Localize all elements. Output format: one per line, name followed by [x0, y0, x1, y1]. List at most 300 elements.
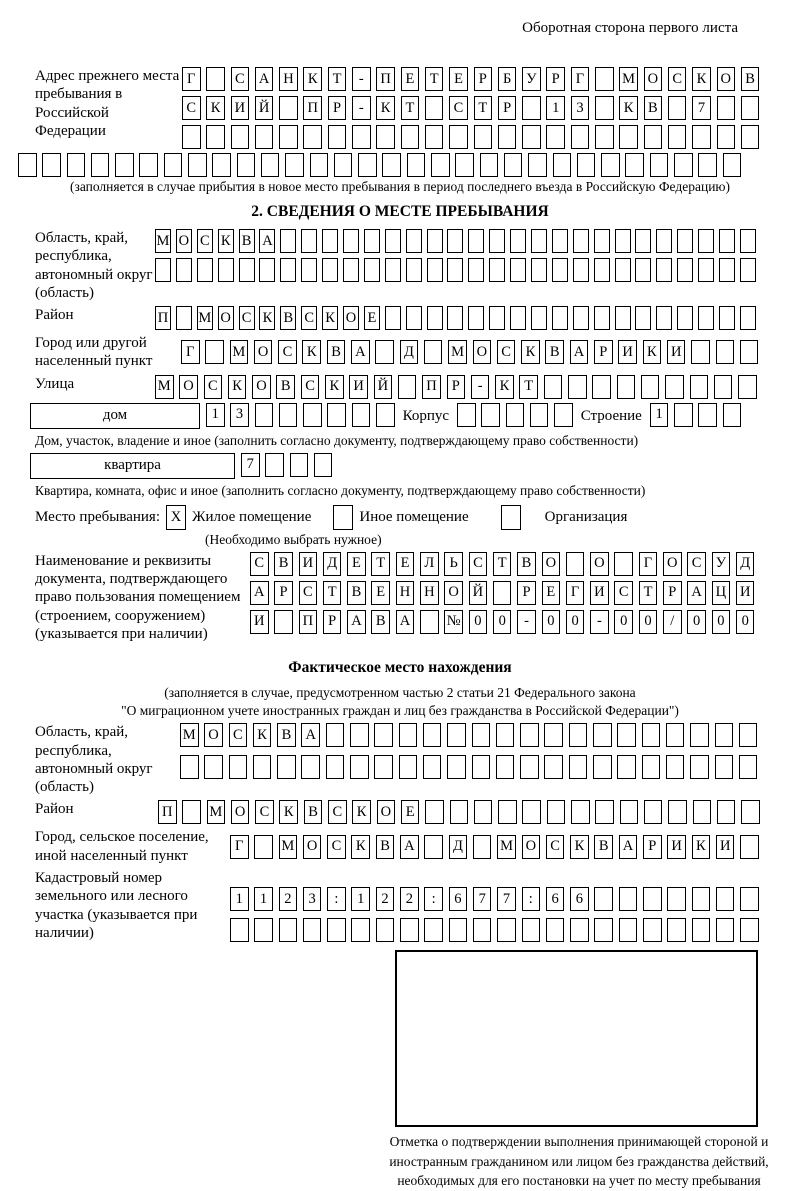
char-cell[interactable]	[723, 153, 742, 177]
char-cell[interactable]	[352, 403, 371, 427]
char-cell[interactable]	[546, 918, 565, 942]
char-cell[interactable]: №	[444, 610, 463, 634]
char-cell[interactable]	[164, 153, 183, 177]
char-cell[interactable]: И	[349, 375, 368, 399]
char-cell[interactable]: 1	[546, 96, 565, 120]
char-cell[interactable]	[255, 403, 274, 427]
char-cell[interactable]	[544, 723, 563, 747]
char-cell[interactable]	[420, 610, 439, 634]
char-cell[interactable]	[592, 375, 611, 399]
char-cell[interactable]	[385, 258, 401, 282]
char-cell[interactable]	[715, 723, 734, 747]
char-cell[interactable]	[692, 887, 711, 911]
char-cell[interactable]	[614, 552, 633, 576]
char-cell[interactable]: Е	[401, 67, 420, 91]
char-cell[interactable]	[643, 918, 662, 942]
char-cell[interactable]	[522, 800, 541, 824]
char-cell[interactable]: Г	[639, 552, 658, 576]
char-cell[interactable]: К	[206, 96, 225, 120]
char-cell[interactable]	[740, 306, 756, 330]
char-cell[interactable]	[717, 96, 736, 120]
char-cell[interactable]: С	[546, 835, 565, 859]
char-cell[interactable]: -	[471, 375, 490, 399]
char-cell[interactable]: К	[253, 723, 272, 747]
char-cell[interactable]	[290, 453, 309, 477]
char-cell[interactable]: :	[327, 887, 346, 911]
char-cell[interactable]: -	[352, 96, 371, 120]
char-cell[interactable]	[625, 153, 644, 177]
char-cell[interactable]	[351, 918, 370, 942]
char-cell[interactable]: 0	[614, 610, 633, 634]
char-cell[interactable]	[568, 375, 587, 399]
char-cell[interactable]: С	[229, 723, 248, 747]
char-cell[interactable]	[642, 723, 661, 747]
char-cell[interactable]	[715, 755, 734, 779]
char-cell[interactable]	[723, 403, 742, 427]
char-cell[interactable]: 7	[692, 96, 711, 120]
char-cell[interactable]	[692, 918, 711, 942]
char-cell[interactable]: С	[250, 552, 269, 576]
char-cell[interactable]: Й	[469, 581, 488, 605]
char-cell[interactable]	[620, 800, 639, 824]
char-cell[interactable]: 1	[206, 403, 225, 427]
char-cell[interactable]	[498, 800, 517, 824]
char-cell[interactable]	[468, 229, 484, 253]
char-cell[interactable]	[425, 800, 444, 824]
char-cell[interactable]	[677, 229, 693, 253]
char-cell[interactable]: 0	[469, 610, 488, 634]
char-cell[interactable]	[489, 229, 505, 253]
char-cell[interactable]: В	[644, 96, 663, 120]
char-cell[interactable]: Д	[400, 340, 419, 364]
char-cell[interactable]	[698, 258, 714, 282]
char-cell[interactable]: Д	[449, 835, 468, 859]
char-cell[interactable]: Р	[328, 96, 347, 120]
char-cell[interactable]	[674, 153, 693, 177]
char-cell[interactable]	[327, 403, 346, 427]
char-cell[interactable]: С	[301, 306, 317, 330]
char-cell[interactable]: Т	[639, 581, 658, 605]
char-cell[interactable]: К	[279, 800, 298, 824]
char-cell[interactable]: М	[448, 340, 467, 364]
char-cell[interactable]: К	[376, 96, 395, 120]
char-cell[interactable]: С	[449, 96, 468, 120]
char-cell[interactable]: Т	[371, 552, 390, 576]
char-cell[interactable]	[447, 229, 463, 253]
char-cell[interactable]: К	[619, 96, 638, 120]
char-cell[interactable]	[424, 340, 443, 364]
char-cell[interactable]	[303, 918, 322, 942]
char-cell[interactable]	[399, 723, 418, 747]
char-cell[interactable]: Ь	[444, 552, 463, 576]
char-cell[interactable]: К	[302, 340, 321, 364]
char-cell[interactable]: 6	[546, 887, 565, 911]
char-cell[interactable]: Н	[420, 581, 439, 605]
char-cell[interactable]: 3	[230, 403, 249, 427]
char-cell[interactable]	[566, 552, 585, 576]
char-cell[interactable]: О	[590, 552, 609, 576]
char-cell[interactable]: К	[325, 375, 344, 399]
char-cell[interactable]: У	[522, 67, 541, 91]
char-cell[interactable]: А	[400, 835, 419, 859]
char-cell[interactable]	[714, 375, 733, 399]
char-cell[interactable]	[594, 918, 613, 942]
char-cell[interactable]	[716, 887, 735, 911]
char-cell[interactable]: К	[218, 229, 234, 253]
char-cell[interactable]	[496, 723, 515, 747]
char-cell[interactable]	[531, 229, 547, 253]
char-cell[interactable]	[677, 306, 693, 330]
char-cell[interactable]: 3	[303, 887, 322, 911]
char-cell[interactable]	[139, 153, 158, 177]
char-cell[interactable]	[667, 887, 686, 911]
char-cell[interactable]	[474, 800, 493, 824]
char-cell[interactable]: Р	[643, 835, 662, 859]
char-cell[interactable]	[364, 258, 380, 282]
char-cell[interactable]	[552, 229, 568, 253]
char-cell[interactable]	[427, 306, 443, 330]
char-cell[interactable]: С	[255, 800, 274, 824]
char-cell[interactable]	[740, 918, 759, 942]
char-cell[interactable]: М	[497, 835, 516, 859]
char-cell[interactable]	[474, 125, 493, 149]
char-cell[interactable]	[635, 258, 651, 282]
char-cell[interactable]	[358, 153, 377, 177]
char-cell[interactable]	[510, 229, 526, 253]
char-cell[interactable]: О	[176, 229, 192, 253]
char-cell[interactable]	[364, 229, 380, 253]
char-cell[interactable]	[656, 306, 672, 330]
char-cell[interactable]: О	[252, 375, 271, 399]
char-cell[interactable]	[741, 96, 760, 120]
char-cell[interactable]	[594, 258, 610, 282]
char-cell[interactable]: -	[517, 610, 536, 634]
char-cell[interactable]	[690, 723, 709, 747]
char-cell[interactable]	[739, 723, 758, 747]
char-cell[interactable]: Р	[447, 375, 466, 399]
char-cell[interactable]	[619, 918, 638, 942]
char-cell[interactable]	[314, 453, 333, 477]
char-cell[interactable]	[303, 125, 322, 149]
char-cell[interactable]	[593, 755, 612, 779]
char-cell[interactable]: В	[239, 229, 255, 253]
char-cell[interactable]: Р	[323, 610, 342, 634]
char-cell[interactable]	[571, 125, 590, 149]
char-cell[interactable]	[254, 835, 273, 859]
char-cell[interactable]: О	[231, 800, 250, 824]
char-cell[interactable]: Г	[566, 581, 585, 605]
char-cell[interactable]	[277, 755, 296, 779]
char-cell[interactable]	[698, 153, 717, 177]
char-cell[interactable]	[552, 258, 568, 282]
char-cell[interactable]	[115, 153, 134, 177]
char-cell[interactable]	[261, 153, 280, 177]
char-cell[interactable]	[691, 340, 710, 364]
stay-type-checkbox-other-premise[interactable]	[333, 505, 353, 530]
char-cell[interactable]	[522, 125, 541, 149]
char-cell[interactable]	[254, 918, 273, 942]
char-cell[interactable]: С	[204, 375, 223, 399]
char-cell[interactable]	[617, 375, 636, 399]
char-cell[interactable]	[601, 153, 620, 177]
char-cell[interactable]: Б	[498, 67, 517, 91]
char-cell[interactable]: С	[687, 552, 706, 576]
char-cell[interactable]	[237, 153, 256, 177]
char-cell[interactable]	[231, 125, 250, 149]
char-cell[interactable]	[690, 755, 709, 779]
char-cell[interactable]	[301, 229, 317, 253]
char-cell[interactable]	[739, 755, 758, 779]
char-cell[interactable]: Е	[347, 552, 366, 576]
char-cell[interactable]: Е	[371, 581, 390, 605]
char-cell[interactable]	[182, 125, 201, 149]
char-cell[interactable]	[399, 755, 418, 779]
char-cell[interactable]: К	[303, 67, 322, 91]
char-cell[interactable]: 6	[570, 887, 589, 911]
char-cell[interactable]	[385, 229, 401, 253]
char-cell[interactable]: Й	[255, 96, 274, 120]
char-cell[interactable]: Л	[420, 552, 439, 576]
char-cell[interactable]	[497, 918, 516, 942]
char-cell[interactable]: Р	[474, 67, 493, 91]
char-cell[interactable]: 2	[376, 887, 395, 911]
char-cell[interactable]	[310, 153, 329, 177]
char-cell[interactable]: О	[377, 800, 396, 824]
char-cell[interactable]: Т	[425, 67, 444, 91]
char-cell[interactable]: 2	[279, 887, 298, 911]
char-cell[interactable]	[719, 258, 735, 282]
char-cell[interactable]	[617, 755, 636, 779]
char-cell[interactable]: О	[717, 67, 736, 91]
char-cell[interactable]: С	[182, 96, 201, 120]
char-cell[interactable]: М	[619, 67, 638, 91]
char-cell[interactable]: 1	[254, 887, 273, 911]
char-cell[interactable]	[176, 258, 192, 282]
char-cell[interactable]: 1	[351, 887, 370, 911]
char-cell[interactable]	[431, 153, 450, 177]
char-cell[interactable]: Г	[181, 340, 200, 364]
char-cell[interactable]	[212, 153, 231, 177]
char-cell[interactable]	[343, 229, 359, 253]
char-cell[interactable]: И	[250, 610, 269, 634]
char-cell[interactable]: П	[422, 375, 441, 399]
char-cell[interactable]: Е	[396, 552, 415, 576]
char-cell[interactable]: В	[371, 610, 390, 634]
char-cell[interactable]	[510, 306, 526, 330]
char-cell[interactable]: О	[218, 306, 234, 330]
stay-type-checkbox-dwelling[interactable]: X	[166, 505, 186, 530]
char-cell[interactable]	[450, 800, 469, 824]
char-cell[interactable]	[180, 755, 199, 779]
char-cell[interactable]	[376, 403, 395, 427]
char-cell[interactable]: К	[521, 340, 540, 364]
char-cell[interactable]	[176, 306, 192, 330]
char-cell[interactable]	[279, 96, 298, 120]
char-cell[interactable]	[738, 375, 757, 399]
char-cell[interactable]	[594, 887, 613, 911]
char-cell[interactable]: К	[352, 800, 371, 824]
char-cell[interactable]: И	[618, 340, 637, 364]
char-cell[interactable]: Т	[493, 552, 512, 576]
char-cell[interactable]: А	[687, 581, 706, 605]
char-cell[interactable]: М	[155, 229, 171, 253]
char-cell[interactable]	[206, 67, 225, 91]
char-cell[interactable]	[326, 723, 345, 747]
char-cell[interactable]	[595, 96, 614, 120]
char-cell[interactable]: -	[590, 610, 609, 634]
char-cell[interactable]	[327, 918, 346, 942]
char-cell[interactable]	[650, 153, 669, 177]
char-cell[interactable]	[489, 306, 505, 330]
char-cell[interactable]: К	[495, 375, 514, 399]
char-cell[interactable]	[552, 306, 568, 330]
char-cell[interactable]	[644, 800, 663, 824]
char-cell[interactable]	[328, 125, 347, 149]
char-cell[interactable]: Е	[542, 581, 561, 605]
char-cell[interactable]: П	[303, 96, 322, 120]
char-cell[interactable]: :	[522, 887, 541, 911]
char-cell[interactable]: /	[663, 610, 682, 634]
char-cell[interactable]: 0	[566, 610, 585, 634]
stay-type-checkbox-organization[interactable]	[501, 505, 521, 530]
char-cell[interactable]: П	[155, 306, 171, 330]
char-cell[interactable]	[468, 306, 484, 330]
char-cell[interactable]	[504, 153, 523, 177]
char-cell[interactable]	[569, 723, 588, 747]
char-cell[interactable]	[498, 125, 517, 149]
char-cell[interactable]: С	[614, 581, 633, 605]
char-cell[interactable]	[740, 258, 756, 282]
char-cell[interactable]	[719, 229, 735, 253]
char-cell[interactable]: К	[643, 340, 662, 364]
char-cell[interactable]	[423, 755, 442, 779]
char-cell[interactable]	[740, 340, 759, 364]
char-cell[interactable]: В	[276, 375, 295, 399]
char-cell[interactable]	[668, 125, 687, 149]
char-cell[interactable]: О	[204, 723, 223, 747]
char-cell[interactable]	[656, 258, 672, 282]
char-cell[interactable]	[400, 918, 419, 942]
char-cell[interactable]: Р	[498, 96, 517, 120]
char-cell[interactable]: О	[522, 835, 541, 859]
char-cell[interactable]: С	[469, 552, 488, 576]
char-cell[interactable]	[641, 375, 660, 399]
char-cell[interactable]	[667, 918, 686, 942]
char-cell[interactable]	[343, 258, 359, 282]
char-cell[interactable]	[279, 403, 298, 427]
char-cell[interactable]	[635, 306, 651, 330]
char-cell[interactable]: П	[376, 67, 395, 91]
char-cell[interactable]	[635, 229, 651, 253]
char-cell[interactable]: 1	[650, 403, 669, 427]
char-cell[interactable]: А	[301, 723, 320, 747]
char-cell[interactable]: 0	[493, 610, 512, 634]
char-cell[interactable]	[506, 403, 525, 427]
char-cell[interactable]: 0	[687, 610, 706, 634]
char-cell[interactable]	[740, 887, 759, 911]
char-cell[interactable]: И	[716, 835, 735, 859]
char-cell[interactable]	[447, 755, 466, 779]
char-cell[interactable]: Т	[328, 67, 347, 91]
char-cell[interactable]: О	[179, 375, 198, 399]
char-cell[interactable]	[18, 153, 37, 177]
char-cell[interactable]	[522, 918, 541, 942]
char-cell[interactable]: С	[239, 306, 255, 330]
char-cell[interactable]	[666, 755, 685, 779]
char-cell[interactable]	[424, 835, 443, 859]
char-cell[interactable]	[617, 723, 636, 747]
char-cell[interactable]: М	[230, 340, 249, 364]
char-cell[interactable]	[91, 153, 110, 177]
char-cell[interactable]: Р	[594, 340, 613, 364]
char-cell[interactable]: 6	[449, 887, 468, 911]
char-cell[interactable]	[401, 125, 420, 149]
char-cell[interactable]	[741, 800, 760, 824]
char-cell[interactable]	[593, 723, 612, 747]
char-cell[interactable]	[520, 723, 539, 747]
char-cell[interactable]: С	[668, 67, 687, 91]
char-cell[interactable]: И	[231, 96, 250, 120]
char-cell[interactable]	[520, 755, 539, 779]
char-cell[interactable]: А	[351, 340, 370, 364]
char-cell[interactable]: К	[351, 835, 370, 859]
char-cell[interactable]	[690, 375, 709, 399]
char-cell[interactable]	[204, 755, 223, 779]
char-cell[interactable]	[554, 403, 573, 427]
char-cell[interactable]: Г	[182, 67, 201, 91]
char-cell[interactable]: В	[741, 67, 760, 91]
char-cell[interactable]: Р	[274, 581, 293, 605]
char-cell[interactable]	[619, 125, 638, 149]
char-cell[interactable]: В	[327, 340, 346, 364]
char-cell[interactable]: В	[517, 552, 536, 576]
char-cell[interactable]: С	[327, 835, 346, 859]
char-cell[interactable]	[406, 258, 422, 282]
char-cell[interactable]	[285, 153, 304, 177]
char-cell[interactable]	[573, 229, 589, 253]
char-cell[interactable]	[457, 403, 476, 427]
char-cell[interactable]	[301, 258, 317, 282]
char-cell[interactable]	[698, 403, 717, 427]
char-cell[interactable]	[546, 125, 565, 149]
char-cell[interactable]: К	[228, 375, 247, 399]
char-cell[interactable]	[644, 125, 663, 149]
char-cell[interactable]	[643, 887, 662, 911]
char-cell[interactable]: В	[376, 835, 395, 859]
char-cell[interactable]	[656, 229, 672, 253]
char-cell[interactable]	[544, 375, 563, 399]
char-cell[interactable]	[303, 403, 322, 427]
char-cell[interactable]	[668, 96, 687, 120]
char-cell[interactable]: О	[343, 306, 359, 330]
char-cell[interactable]: Н	[396, 581, 415, 605]
char-cell[interactable]	[280, 258, 296, 282]
char-cell[interactable]	[423, 723, 442, 747]
char-cell[interactable]: С	[299, 581, 318, 605]
char-cell[interactable]	[188, 153, 207, 177]
char-cell[interactable]	[301, 755, 320, 779]
char-cell[interactable]	[740, 835, 759, 859]
char-cell[interactable]	[531, 258, 547, 282]
char-cell[interactable]: А	[259, 229, 275, 253]
char-cell[interactable]	[449, 125, 468, 149]
char-cell[interactable]	[455, 153, 474, 177]
char-cell[interactable]	[253, 755, 272, 779]
char-cell[interactable]	[447, 306, 463, 330]
char-cell[interactable]	[425, 125, 444, 149]
char-cell[interactable]	[496, 755, 515, 779]
char-cell[interactable]: О	[644, 67, 663, 91]
